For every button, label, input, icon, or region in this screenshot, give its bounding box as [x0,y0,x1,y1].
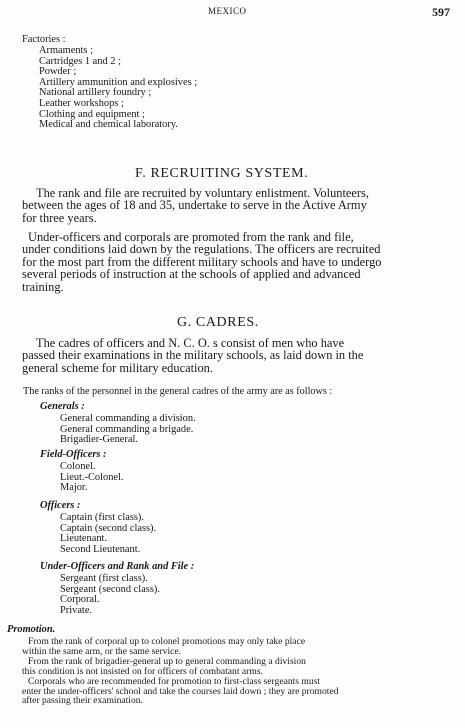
ranks-intro: The ranks of the personnel in the general cadres of the army are as follows : [23,386,333,397]
text-line: under conditions laid down by the regulations. The officers are recruited [22,242,381,257]
page-number: 597 [432,5,450,19]
text-line: this condition is not insisted on for officers of combatant arms. [22,665,263,677]
rank-item: Brigadier-General. [60,434,138,446]
section-f-paragraph-1 [22,187,452,224]
text-line: training. [22,279,64,294]
text-line: The rank and file are recruited by voluntary enlistment. Volunteers, [36,186,369,200]
rank-item: Sergeant (first class). [60,573,148,584]
rank-item: Sergeant (second class). [60,583,160,595]
rank-item: Lieut.-Colonel. [60,471,124,483]
text-line: From the rank of corporal up to colonel promotions may only take place [28,636,306,647]
group-label-generals: Generals : [40,401,85,412]
section-f-heading: F. RECRUITING SYSTEM. [135,166,309,181]
rank-item: Corporal. [60,594,100,606]
factories-list [39,46,197,131]
text-line: within the same arm, or the same service. [22,645,182,657]
factory-item: Leather workshops ; [39,97,124,109]
section-g-heading: G. CADRES. [177,315,259,330]
text-line: between the ages of 18 and 35, undertake to serve in the Active Army [22,198,367,213]
generals-list [60,414,196,446]
officers-list [60,513,156,555]
group-label-officers: Officers : [40,500,81,511]
factory-item: National artillery foundry ; [39,87,152,99]
promotion-label: Promotion. [7,624,56,635]
text-line: enter the under-officers' school and take the courses laid down ; they are promoted [22,685,339,697]
group-label-under-officers: Under-Officers and Rank and File : [40,561,195,572]
factory-item: Medical and chemical laboratory. [39,119,178,131]
running-title: MEXICO [208,6,247,16]
rank-item: General commanding a brigade. [60,423,194,435]
text-line: several periods of instruction at the schools of applied and advanced [22,267,361,282]
factory-item: Powder ; [39,66,77,78]
text-line: Corporals who are recommended for promotion to first-class sergeants must [28,675,321,687]
rank-item: Second Lieutenant. [60,543,141,555]
text-line: general scheme for military education. [22,360,213,375]
text-line: after passing their examination. [22,695,143,707]
text-line: for the most part from the different military schools and have to undergo [22,254,382,269]
rank-item: General commanding a division. [60,413,196,424]
group-label-field-officers: Field-Officers : [40,449,107,460]
factory-item: Artillery ammunition and explosives ; [39,76,198,88]
section-f-paragraph-2 [22,231,452,293]
rank-item: Captain (first class). [60,512,144,523]
promotion-text [22,637,339,706]
rank-item: Lieutenant. [60,533,108,545]
text-line: Under-officers and corporals are promoted from the rank and file, [28,230,354,244]
factory-item: Clothing and equipment ; [39,108,145,120]
text-line: The cadres of officers and N. C. O. s consist of men who have [36,336,345,350]
under-officers-list [60,574,160,616]
text-line: for three years. [22,210,97,225]
rank-item: Colonel. [60,461,96,472]
rank-item: Major. [60,482,88,494]
rank-item: Captain (second class). [60,522,157,534]
factory-item: Armaments ; [39,45,93,56]
section-g-paragraph-1 [22,337,452,374]
field-officers-list [60,462,124,494]
text-line: From the rank of brigadier-general up to general commanding a division [28,655,306,667]
factories-label: Factories : [22,34,66,45]
factory-item: Cartridges 1 and 2 ; [39,55,121,67]
text-line: passed their examinations in the military schools, as laid down in the [22,348,364,363]
rank-item: Private. [60,604,93,616]
page-header [0,2,465,20]
